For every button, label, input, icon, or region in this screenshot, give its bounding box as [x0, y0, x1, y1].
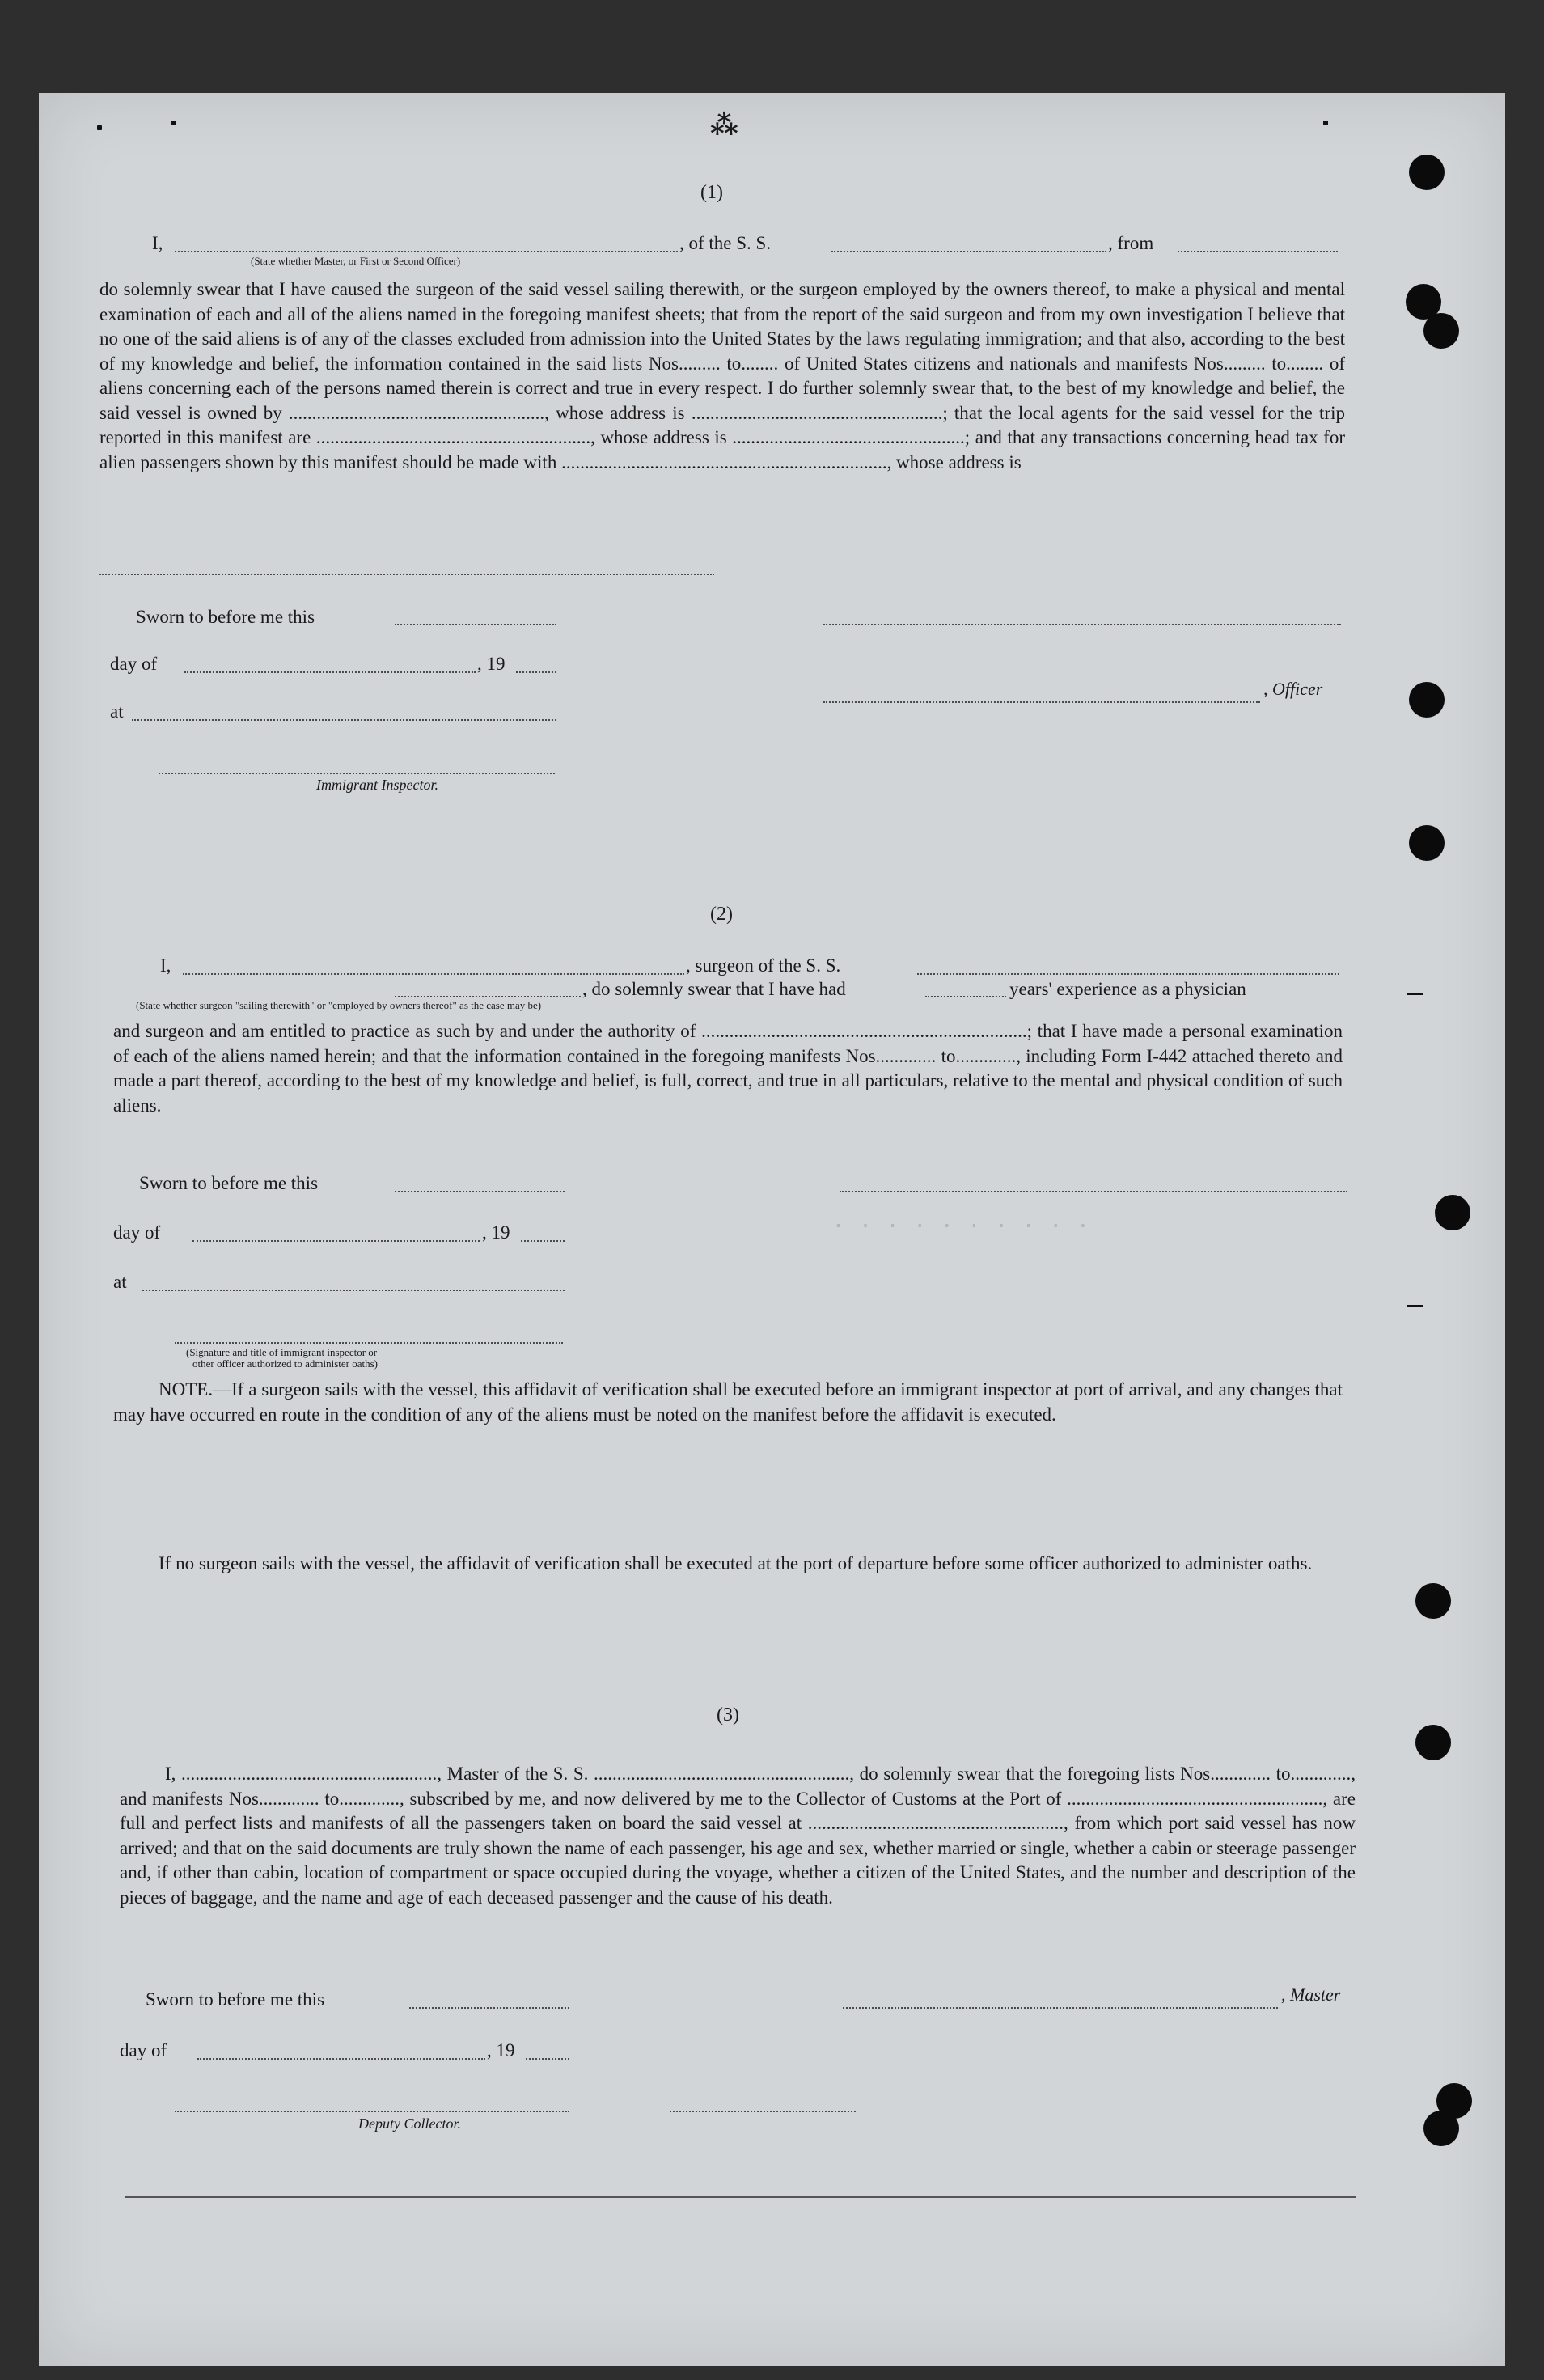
s2-signature-field [840, 1191, 1347, 1192]
binder-hole [1423, 313, 1459, 349]
s2-note-2-text: If no surgeon sails with the vessel, the affidavit of verification shall be executed at the port of departure before some officer authorized to administer oaths. [159, 1553, 1313, 1573]
bleed-through: . . . . . . . . . . [831, 1209, 1090, 1234]
s2-caption: (State whether surgeon "sailing therewith" or "employed by owners thereof" as the case may be) [136, 999, 542, 1011]
s1-inspector-field [159, 773, 555, 774]
s2-signature-caption-2: other officer authorized to administer oaths) [192, 1357, 378, 1370]
binder-hole [1409, 825, 1445, 861]
s3-year-field [526, 2058, 569, 2060]
s3-sworn-field [409, 2007, 569, 2009]
s3-master-field [843, 2007, 1278, 2009]
s2-note-1 [113, 1378, 1343, 1427]
section-2-number: (2) [710, 904, 733, 925]
binder-hole [1409, 155, 1445, 190]
s2-day-field [192, 1240, 480, 1242]
s2-note-2 [113, 1552, 1343, 1577]
document-page [39, 93, 1505, 2366]
s2-line2-end: years' experience as a physician [1009, 979, 1246, 999]
s1-officer-field [823, 701, 1260, 703]
s2-note-1-text: NOTE.—If a surgeon sails with the vessel, this affidavit of verification shall be executed before an immigrant inspector at port of arrival, and any changes that may have occurred en route in the condition of any of the aliens must be noted on the manifest before the affidavit is executed. [113, 1379, 1343, 1425]
margin-mark [1407, 1305, 1423, 1307]
s2-signature-caption-1: (Signature and title of immigrant inspector or [186, 1346, 378, 1358]
binder-hole [1423, 2111, 1459, 2146]
section-3-number: (3) [717, 1705, 739, 1726]
s2-body [113, 1019, 1343, 1118]
s2-line2-field [395, 996, 581, 997]
binder-hole [1415, 1725, 1451, 1760]
s1-inspector-label: Immigrant Inspector. [316, 777, 438, 793]
stamp-mark: ⁂ [710, 111, 738, 141]
s3-day-field [197, 2058, 485, 2060]
s1-sworn-field [395, 624, 556, 625]
section-1-number: (1) [700, 182, 723, 203]
s3-body-text: I, ......................................................., Master of the S. S. ......................................................., do solemnly swear that the foregoing lists Nos............. to............., and manifests Nos............. to............., subscribed by me, and now delivered by me to the Collector of Customs at the Port of ......................................................., are full and perfect lists and manifests of all the passengers taken on board the said vessel at ......................................................., from which port said vessel has now arrived; and that on the said documents are truly shown the name of each passenger, his age and sex, whether married or single, whether a cabin or steerage passenger and, if other than cabin, location of compartment or space occupied during the voyage, whether a citizen of the United States, and the number and description of the pieces of baggage, and the name and age of each deceased passenger and the cause of his death. [120, 1764, 1356, 1908]
s2-at-field [142, 1290, 565, 1291]
s1-day-of: day of [110, 654, 158, 674]
s3-year: , 19 [487, 2040, 515, 2060]
s2-sworn: Sworn to before me this [139, 1173, 319, 1193]
s2-sworn-field [395, 1191, 565, 1192]
speck [1323, 121, 1328, 125]
s3-deputy-label: Deputy Collector. [358, 2115, 461, 2132]
s2-year-field [521, 1240, 565, 1242]
s1-year-field [516, 671, 556, 673]
speck [171, 121, 176, 125]
s2-line2-mid: , do solemnly swear that I have had [582, 979, 846, 999]
s1-address-field [99, 574, 714, 575]
s1-caption: (State whether Master, or First or Second Officer) [251, 255, 461, 267]
s2-body-text: and surgeon and am entitled to practice as such by and under the authority of ......................................................................; that I have made a personal examination of each of the aliens named herein; and that the information contained in the foregoing manifests Nos............. to............., including Form I-442 attached thereto and made a part thereof, according to the best of my knowledge and belief, is full, correct, and true in all particulars, relative to the mental and physical condition of such aliens. [113, 1021, 1343, 1116]
binder-hole [1435, 1195, 1470, 1230]
s2-year: , 19 [482, 1222, 510, 1243]
s1-body-text: do solemnly swear that I have caused the surgeon of the said vessel sailing therewith, or the surgeon employed by the owners thereof, to make a physical and mental examination of each and all of the aliens named in the foregoing manifest sheets; that from the report of the said surgeon and from my own investigation I believe that no one of the said aliens is of any of the classes excluded from admission into the United States by the laws regulating immigration; and that also, according to the best of my knowledge and belief, the information contained in the said lists Nos......... to........ of United States citizens and nationals and manifests Nos......... to........ of aliens concerning each of the persons named therein is correct and true in every respect. I do further solemnly swear that, to the best of my knowledge and belief, the said vessel is owned by ......................................................., whose address is ......................................................; that the local agents for the said vessel for the trip reported in this manifest are ..........................................................., whose address is ..................................................; and that any transactions concerning head tax for alien passengers shown by this manifest should be made with ......................................................................, whose address is [99, 279, 1345, 472]
s1-officer-label: , Officer [1263, 679, 1323, 699]
s1-line1-mid: , of the S. S. [679, 233, 772, 253]
s3-sworn: Sworn to before me this [146, 1989, 325, 2009]
s1-from-field [1178, 251, 1338, 252]
margin-mark [1407, 993, 1423, 995]
s2-name-field [183, 973, 684, 975]
s1-line1-lead: I, [152, 233, 163, 253]
speck [97, 125, 102, 130]
s1-year: , 19 [477, 654, 506, 674]
s3-signature-field [670, 2111, 856, 2112]
s1-signature-field [823, 624, 1341, 625]
s1-body [99, 277, 1345, 475]
s3-day-of: day of [120, 2040, 167, 2060]
s2-vessel-field [917, 973, 1339, 975]
binder-hole [1415, 1583, 1451, 1619]
binder-hole [1409, 682, 1445, 718]
s3-master-label: , Master [1281, 1984, 1341, 2005]
bottom-rule [125, 2196, 1356, 2198]
s1-at: at [110, 701, 124, 722]
s2-authority-field [175, 1342, 563, 1344]
s1-day-field [184, 671, 476, 673]
s2-line1-lead: I, [160, 955, 171, 976]
s1-sworn: Sworn to before me this [136, 607, 315, 627]
s2-years-field [925, 996, 1006, 997]
s1-name-field [175, 251, 678, 252]
s1-line1-end: , from [1108, 233, 1154, 253]
s2-at: at [113, 1272, 127, 1292]
s1-vessel-field [831, 251, 1106, 252]
s3-body [120, 1762, 1356, 1910]
s1-at-field [132, 719, 556, 721]
s2-line1-end: , surgeon of the S. S. [686, 955, 841, 976]
s2-day-of: day of [113, 1222, 161, 1243]
s3-deputy-field [175, 2111, 569, 2112]
